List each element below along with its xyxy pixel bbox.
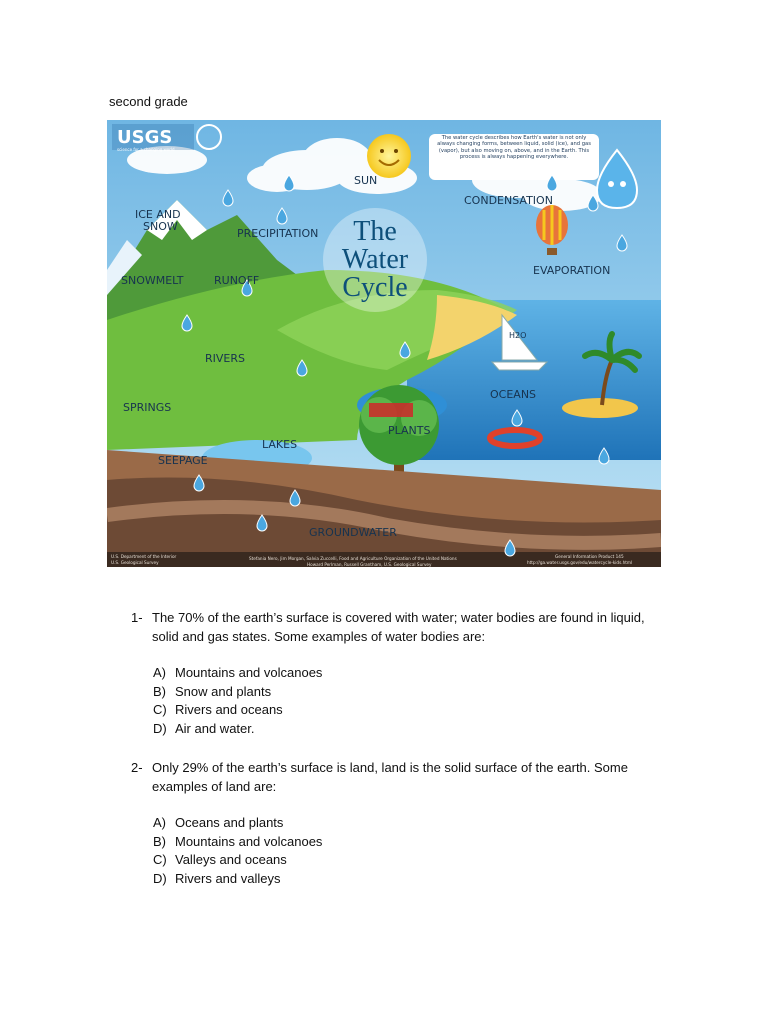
- svg-text:SEEPAGE: SEEPAGE: [158, 454, 208, 467]
- usgs-logo: [112, 124, 194, 152]
- svg-text:http://ga.water.usgs.gov/edu/w: http://ga.water.usgs.gov/edu/watercycle-kids.html: [527, 560, 633, 565]
- water-cycle-title: [323, 208, 427, 312]
- svg-text:Howard Perlman, Russell Granth: Howard Perlman, Russell Grantham, U.S. Geological Survey: [307, 562, 432, 567]
- svg-text:Water: Water: [341, 244, 409, 275]
- svg-text:science for a changing world: science for a changing world: [117, 147, 175, 152]
- svg-text:RIVERS: RIVERS: [205, 352, 245, 365]
- description-box: [429, 134, 599, 180]
- svg-text:ICE AND: ICE AND: [135, 208, 181, 221]
- svg-text:SNOW: SNOW: [143, 220, 178, 233]
- question-text-line: Only 29% of the earth’s surface is land, land is the solid surface of the earth. Some: [152, 760, 628, 775]
- svg-text:LAKES: LAKES: [262, 438, 298, 451]
- question-number: 1-: [131, 610, 143, 625]
- description-text: The water cycle describes how Earth's water is not only always changing forms, between liquid, solid (ice), and gas (vapor), but also moving on, above, and in the Earth. This process is always happening everywhere.: [437, 135, 591, 161]
- svg-text:CONDENSATION: CONDENSATION: [464, 194, 553, 207]
- question-number: 2-: [131, 760, 143, 775]
- svg-text:Stefania Nero, Jim Morgan, Sal: Stefania Nero, Jim Morgan, Salvia Zuccelli, Food and Agriculture Organization of the United Nations: [249, 556, 457, 561]
- svg-text:H2O: H2O: [509, 331, 527, 340]
- page-heading: second grade: [109, 94, 188, 109]
- svg-text:U.S. Department of the Interio: U.S. Department of the Interior: [111, 554, 177, 559]
- svg-text:SNOWMELT: SNOWMELT: [121, 274, 184, 287]
- svg-text:SPRINGS: SPRINGS: [123, 401, 172, 414]
- water-cycle-illustration: [107, 120, 661, 567]
- svg-text:SUN: SUN: [354, 174, 378, 187]
- svg-text:PRECIPITATION: PRECIPITATION: [237, 227, 319, 240]
- svg-text:RUNOFF: RUNOFF: [214, 274, 260, 287]
- svg-text:Cycle: Cycle: [342, 272, 408, 303]
- sun-icon: [367, 134, 411, 178]
- svg-text:The: The: [353, 216, 397, 247]
- svg-text:EVAPORATION: EVAPORATION: [533, 264, 611, 277]
- svg-text:USGS: USGS: [117, 127, 173, 148]
- question-text-line: The 70% of the earth’s surface is covered with water; water bodies are found in liquid,: [152, 610, 645, 625]
- svg-text:General Information Product 14: General Information Product 145: [555, 554, 624, 559]
- svg-text:OCEANS: OCEANS: [490, 388, 537, 401]
- svg-text:U.S. Geological Survey: U.S. Geological Survey: [111, 560, 159, 565]
- question-text-line: examples of land are:: [152, 779, 277, 794]
- svg-text:GROUNDWATER: GROUNDWATER: [309, 526, 397, 539]
- question-text-line: solid and gas states. Some examples of water bodies are:: [152, 629, 486, 644]
- svg-text:PLANTS: PLANTS: [388, 424, 431, 437]
